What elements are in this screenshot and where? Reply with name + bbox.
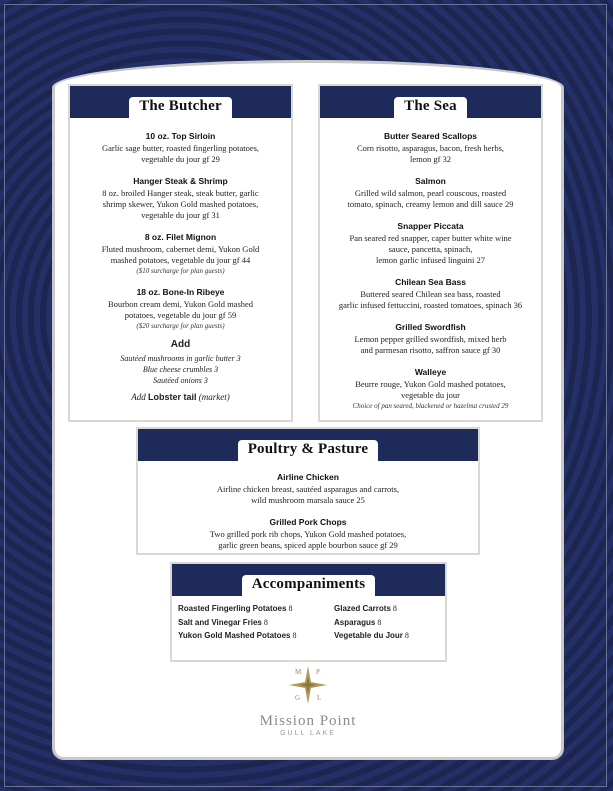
item-description: shrimp skewer, Yukon Gold mashed potatoes, <box>102 199 259 209</box>
mission-point-logo <box>238 664 378 737</box>
lobster-price: (market) <box>198 392 230 402</box>
menu-item <box>326 220 535 266</box>
logo-letter: P <box>316 668 320 676</box>
lobster-add-on <box>76 392 285 403</box>
lobster-prefix: Add <box>131 392 146 402</box>
item-description: Lemon pepper grilled swordfish, mixed herb <box>354 334 507 344</box>
accompaniment-name: Roasted Fingerling Potatoes <box>178 604 287 613</box>
item-description: Airline chicken breast, sautéed asparagus and carrots, <box>216 484 400 494</box>
accompaniment-price: 8 <box>263 617 268 627</box>
accompaniment-name: Glazed Carrots <box>334 604 391 613</box>
add-on-item: Sautéed mushrooms in garlic butter 3 <box>120 354 241 363</box>
item-name: 18 oz. Bone-In Ribeye <box>136 287 225 297</box>
sea-items <box>320 118 541 411</box>
item-description: tomato, spinach, creamy lemon and dill sauce 29 <box>347 199 514 209</box>
item-description: and parmesan risotto, saffron sauce gf 30 <box>360 345 501 355</box>
accompaniment-item <box>334 616 454 630</box>
accompaniment-name: Vegetable du Jour <box>334 631 403 640</box>
item-description: Pan seared red snapper, caper butter white wine <box>349 233 512 243</box>
item-name: Chilean Sea Bass <box>395 277 466 287</box>
item-name: Grilled Pork Chops <box>269 517 347 527</box>
accompaniment-price: 8 <box>292 631 297 640</box>
item-description: Fluted mushroom, cabernet demi, Yukon Gold <box>101 244 260 254</box>
butcher-items <box>70 118 291 403</box>
accompaniment-price: 8 <box>377 617 382 627</box>
menu-item <box>326 276 535 311</box>
accompaniment-name: Asparagus <box>334 617 376 627</box>
sea-banner <box>320 86 541 118</box>
menu-item <box>144 471 472 506</box>
butcher-panel <box>68 84 293 422</box>
accompaniments-title: Accompaniments <box>242 575 376 599</box>
sea-panel <box>318 84 543 422</box>
item-name: Snapper Piccata <box>397 221 464 231</box>
item-name: 10 oz. Top Sirloin <box>145 131 216 141</box>
menu-item <box>326 175 535 210</box>
accompaniment-item <box>334 602 454 616</box>
item-description: vegetable du jour gf 29 <box>141 154 220 164</box>
item-description: Beurre rouge, Yukon Gold mashed potatoes, <box>355 379 506 389</box>
logo-letter: L <box>317 694 322 702</box>
item-description: Garlic sage butter, roasted fingerling potatoes, <box>101 143 260 153</box>
add-on-item: Blue cheese crumbles 3 <box>142 365 219 374</box>
item-description: vegetable du jour gf 31 <box>141 210 220 220</box>
accompaniment-price: 8 <box>288 604 293 613</box>
menu-item <box>326 366 535 411</box>
sea-title: The Sea <box>394 97 467 121</box>
item-description: Buttered seared Chilean sea bass, roasted <box>360 289 501 299</box>
item-description: garlic infused fettuccini, roasted tomatoes, spinach 36 <box>338 300 523 310</box>
accompaniments-right <box>334 602 454 643</box>
butcher-banner <box>70 86 291 118</box>
accompaniment-item <box>178 602 326 616</box>
item-description: Bourbon cream demi, Yukon Gold mashed <box>107 299 254 309</box>
add-ons-section <box>76 339 285 403</box>
menu-item <box>76 231 285 276</box>
accompaniment-item <box>178 629 326 643</box>
accompaniment-name: Salt and Vinegar Fries <box>178 617 262 627</box>
accompaniment-price: 8 <box>392 604 397 613</box>
item-description: vegetable du jour <box>400 390 460 400</box>
add-on-item: Sautéed onions 3 <box>153 376 208 385</box>
accompaniment-item <box>178 616 326 630</box>
item-description: wild mushroom marsala sauce 25 <box>251 495 365 505</box>
logo-name: Mission Point <box>259 713 357 729</box>
logo-letter: G <box>295 694 301 702</box>
item-description: potatoes, vegetable du jour gf 59 <box>124 310 237 320</box>
menu-item <box>326 130 535 165</box>
accompaniments-grid <box>172 596 445 643</box>
menu-item <box>76 286 285 331</box>
item-description: Corn risotto, asparagus, bacon, fresh herbs, <box>356 143 505 153</box>
accompaniment-price: 8 <box>404 631 409 640</box>
item-name: Grilled Swordfish <box>395 322 466 332</box>
item-description: Grilled wild salmon, pearl couscous, roasted <box>354 188 507 198</box>
item-description: garlic green beans, spiced apple bourbon sauce gf 29 <box>218 540 398 550</box>
accompaniment-item <box>334 629 454 643</box>
item-name: Walleye <box>414 367 447 377</box>
logo-letter: M <box>295 668 302 676</box>
menu-item <box>144 516 472 551</box>
item-name: Airline Chicken <box>277 472 339 482</box>
poultry-items <box>138 461 478 551</box>
item-note: ($20 surcharge for plan guests) <box>136 322 225 330</box>
item-name: Hanger Steak & Shrimp <box>133 176 228 186</box>
item-description: sauce, pancetta, spinach, <box>388 244 473 254</box>
item-description: 8 oz. broiled Hanger steak, steak butter, garlic <box>102 188 259 198</box>
item-note: Choice of pan seared, blackened or hazelnut crusted 29 <box>352 402 509 410</box>
menu-item <box>326 321 535 356</box>
poultry-panel <box>136 427 480 555</box>
item-name: Salmon <box>415 176 446 186</box>
butcher-title: The Butcher <box>129 97 232 121</box>
logo-subtitle: GULL LAKE <box>280 730 336 737</box>
item-description: Two grilled pork rib chops, Yukon Gold mashed potatoes, <box>209 529 407 539</box>
accompaniment-name: Yukon Gold Mashed Potatoes <box>178 631 291 640</box>
item-description: lemon garlic infused linguini 27 <box>375 255 486 265</box>
item-note: ($10 surcharge for plan guests) <box>136 267 225 275</box>
lobster-name: Lobster tail <box>147 392 197 402</box>
menu-item <box>76 130 285 165</box>
poultry-title: Poultry & Pasture <box>238 440 379 464</box>
item-name: 8 oz. Filet Mignon <box>144 232 217 242</box>
accompaniments-left <box>178 602 326 643</box>
item-name: Butter Seared Scallops <box>383 131 478 141</box>
item-description: lemon gf 32 <box>409 154 452 164</box>
menu-item <box>76 175 285 221</box>
item-description: mashed potatoes, vegetable du jour gf 44 <box>110 255 251 265</box>
poultry-banner <box>138 429 478 461</box>
accompaniments-banner <box>172 564 445 596</box>
add-ons-title: Add <box>170 339 191 350</box>
compass-star-icon <box>283 664 333 706</box>
accompaniments-panel <box>170 562 447 662</box>
